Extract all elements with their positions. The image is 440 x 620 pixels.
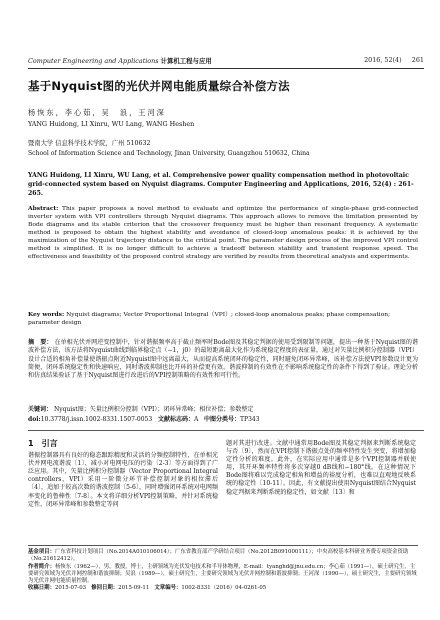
doi-label: doi:: [28, 416, 41, 423]
abstract-text: This paper proposes a novel method to evaluate and optimize the performance of single-phase grid-connected inverter system with VPI controllers through Nyquist diagrams. This approach allows to remove the limitation presented by Bode diagrams and its stable criterion that the crossover frequency must be higher than resonant frequency. A systematic method is proposed to obtain the highest stability and avoidance of closed-loop anomalous peaks: it is achieved by the maximization of the Nyquist trajectory distance to the critical point. The parameter design process of the improved VPI control method is simplified. It is no longer difficult to achieve a tradeoff between stability and transient response speed. The effectiveness and feasibility of the proposed control strategy are verified by results from theoretical analysis and experiments.: [28, 205, 418, 261]
section-divider: [28, 430, 424, 431]
keywords-cn: [28, 406, 418, 414]
revised-date: 2015-09-11: [118, 585, 150, 592]
article-meta: [28, 416, 418, 424]
doi-value: 10.3778/j.issn.1002-8331.1507-0053: [40, 416, 153, 423]
article-number-label: 文章编号：: [154, 585, 182, 592]
footnotes: [28, 545, 418, 593]
affiliation-en: School of Information Science and Technology, Jinan University, Guangzhou 510632, China: [28, 150, 310, 157]
header-rule: [28, 68, 424, 69]
doc-code-label: 文献标志码：: [157, 416, 194, 423]
clc-label: 中图分类号：: [204, 416, 241, 423]
cn-keywords-label: 关键词：: [28, 406, 53, 413]
abstract-cn: [28, 339, 418, 380]
affiliation-cn: 暨南大学 信息科学技术学院，广州 510632: [28, 140, 151, 147]
authors-en: YANG Huidong, LI Xinru, WU Lang, WANG Heshen: [28, 120, 195, 128]
author-text: 杨恢东（1962—），男，教授，博士，主研领域为光伏发电技术和半导体物理，E-mail：tyanghd@jnu.edu.cn；李心茹（1991—），硕士研究生，主要研究领域为光伏并网控制和谐波抑制；吴浪（1989—），硕士研究生，主要研究领域为光伏并网控制和谐波抑制；王河深（1990—），硕士研究生，主要研究领域为光伏并网电能质量控制。: [28, 563, 417, 585]
fund-label: 基金项目：: [28, 549, 55, 555]
header-right: [364, 56, 424, 64]
header-journal: [28, 56, 212, 65]
keywords-label: Key words:: [28, 311, 65, 318]
header-page-number: 261: [411, 56, 424, 64]
column-right: [226, 440, 416, 497]
header-issue: 2016, 52(4): [364, 56, 402, 64]
section-heading-intro: 1 引言: [28, 439, 58, 448]
article-number: 1002-8331（2016）04-0261-05: [181, 585, 267, 592]
author-label: 作者简介：: [28, 563, 55, 570]
author-note: [28, 564, 418, 586]
doc-code-value: A: [193, 416, 199, 423]
cn-keywords-text: Nyquist图；矢量比例积分控制（VPI）；闭环异常峰；相位补偿；参数整定: [53, 406, 254, 413]
intro-text-left: 谐振控制器具有良好的稳态跟踪精度和灵活的分频控制特性，在单相光伏并网电流谐波〔1〕、减小对电网电压的污染〔2-3〕等方面得到了广泛应用。其中，矢量比例积分控制器（Vector Proportional Integral controllers，VPI）采用一阶微分环节补偿控制对象的相位滞后〔4〕，追加于较高次数的谐波控制〔5-6〕，同时增强闭环系统对电网频率变化的鲁棒性〔7-8〕。本文将详细分析VPI控制策略，并针对系统稳定性，闭环异常峰和参数整定等问: [28, 452, 218, 508]
clc-value: TP343: [240, 416, 260, 423]
received-label: 收稿日期：: [28, 585, 55, 592]
received-date: 2015-07-03: [54, 585, 87, 592]
cn-abstract-label: 摘 要：: [28, 339, 53, 346]
running-header: [28, 53, 424, 67]
abstract-en: [28, 205, 418, 261]
keywords-en: [28, 311, 418, 327]
header-journal-en: Computer Engineering and Applications: [28, 56, 159, 65]
citation: YANG Huidong, LI Xinru, WU Lang, et al. Comprehensive power quality compensation method in photovoltaic grid-connected system based on Nyquist diagrams. Computer Engineering and Applications, 2016, 52(4) : 261-265.: [28, 172, 414, 198]
fund-note: [28, 549, 418, 564]
dates-note: [28, 585, 418, 592]
cn-abstract-text: 在单相光伏并网逆变控制中，针对谐振频率高于截止频率时Bode图及其稳定判据的使用受到限制等问题，提出一种基于Nyquist图的谐波补偿方法，该方法将Nyquist曲线到临界稳定点（−1，j0）的最短距离最大化作为系统稳定程度的表征量，通过对矢量比例积分控制器（VPI）设计合适的相角补偿量使谐振点附近Nyquist图中远离最大，从而提高系统闭环的稳定性，同时避免闭环异常峰，该补偿方法使VPI参数设计更为简便，闭环系统稳定性和快速响应，同时谐波抑制也比开环的补偿更有效。谐波抑制的有效性在不影响系统稳定性的条件下得到了验证。理论分析和仿真结果验证了基于Nyquist图进行改进后的VPI控制策略的有效性和可行性。: [28, 339, 418, 379]
fund-text: 广东省科技计划项目（No.2014A010106014）；广东省教育部产学研结合项目（No.2012B091000111）；中央高校基本科研业务费专项资金资助（No.21612412）。: [28, 549, 409, 563]
abstract-label: Abstract:: [28, 205, 59, 212]
authors-cn: 杨恢东，李心茹，吴 浪，王河深: [28, 108, 166, 117]
keywords-text: Nyquist diagrams; Vector Proportional Integral（VPI）; closed-loop anomalous peaks; phase compensation; parameter design: [28, 311, 391, 326]
header-journal-cn: 计算机工程与应用: [160, 56, 212, 65]
paper-title: 基于Nyquist图的光伏并网电能质量综合补偿方法: [28, 79, 290, 93]
column-left: [28, 440, 218, 509]
intro-text-right: 题对其进行改进。文献中通常用Bode图及其稳定判据来判断系统稳定与否〔9〕，然而在VPI控制下谐振点处的频率特性发生突变，将增加稳定性分析的难度。此外，在实际应用中通常是多个VPI控制器并联使用，其开环频率特性将多次穿越0 dB线和−180°线。在这种情况下Bode图将难以完成稳定相角和增益的裕度分析，也难以直观地反映系统的稳定性〔10-11〕。因此，有文献提出使用Nyquist图结合Nyquist稳定判据来判断系统的稳定性，如文献〔13〕和: [226, 440, 416, 496]
revised-label: 修回日期：: [91, 585, 119, 592]
